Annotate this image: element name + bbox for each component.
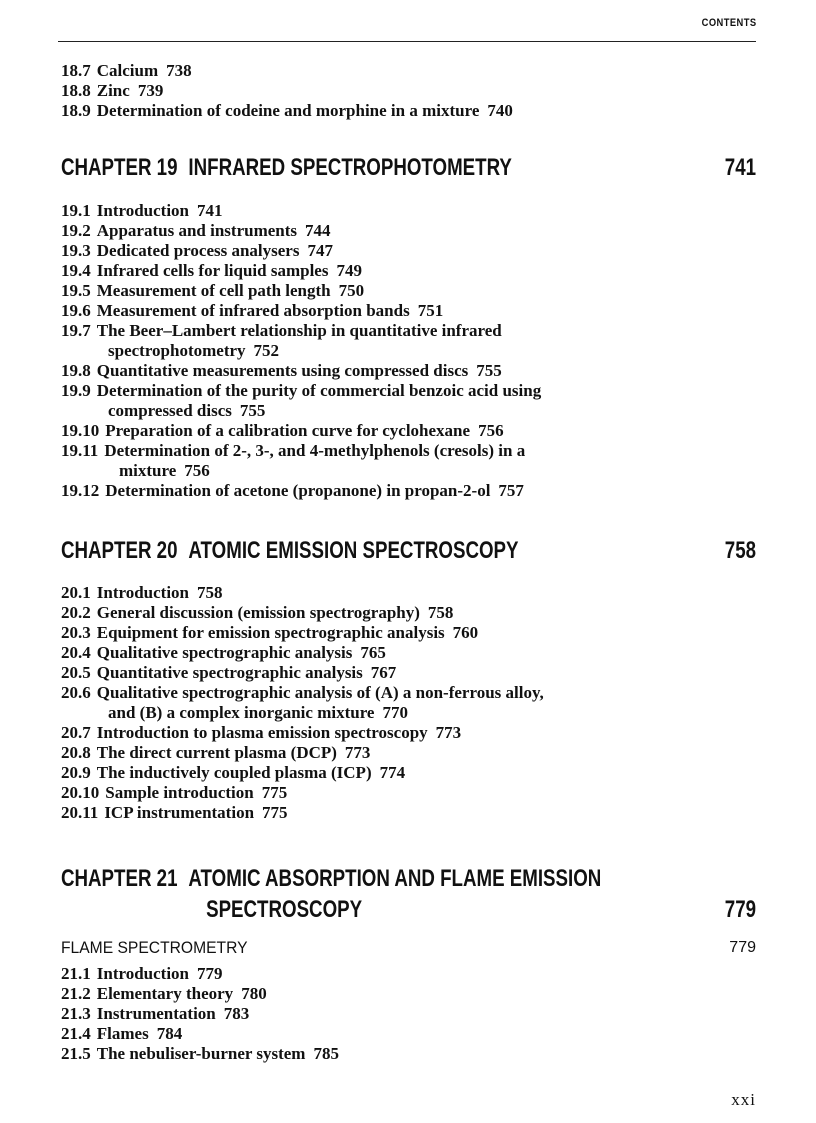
entry-page: 752	[253, 341, 280, 360]
entry-page: 784	[156, 1024, 183, 1043]
entry-page: 751	[417, 301, 444, 320]
toc-entry[interactable]	[61, 201, 756, 221]
entry-title: The Beer–Lambert relationship in quantitative infrared	[96, 321, 502, 340]
entry-page: 755	[476, 361, 502, 380]
toc-entry[interactable]	[61, 623, 756, 643]
entry-number: 21.3	[61, 1004, 91, 1023]
entry-page: 775	[261, 783, 288, 802]
entry-number: 20.2	[61, 603, 91, 622]
entry-number: 19.5	[61, 281, 91, 300]
toc-entry[interactable]	[61, 301, 756, 321]
entry-title: Determination of codeine and morphine in a mixture	[96, 101, 480, 120]
entry-number: 19.11	[61, 441, 99, 460]
chapter-title: ATOMIC EMISSION SPECTROSCOPY	[188, 537, 519, 564]
entry-title: Elementary theory	[96, 984, 234, 1003]
chapter-20-entries	[61, 583, 756, 823]
toc-entry[interactable]	[61, 803, 756, 823]
entry-title: Determination of the purity of commercial benzoic acid using	[96, 381, 542, 400]
entry-title: Calcium	[96, 61, 159, 80]
entry-number: 21.2	[61, 984, 91, 1003]
entry-title: Dedicated process analysers	[96, 241, 300, 260]
entry-title: The direct current plasma (DCP)	[96, 743, 337, 762]
entry-title: ICP instrumentation	[104, 803, 255, 822]
entry-page: 739	[137, 81, 164, 100]
toc-entry[interactable]	[61, 603, 756, 623]
entry-number: 20.6	[61, 683, 91, 702]
entry-page: 765	[360, 643, 386, 662]
entry-number: 19.8	[61, 361, 91, 380]
entry-page: 760	[452, 623, 479, 642]
page-number: xxi	[731, 1090, 756, 1109]
chapter-20-heading[interactable]	[61, 538, 756, 564]
toc-entry[interactable]	[61, 763, 756, 783]
entry-title: Qualitative spectrographic analysis of (A) a non-ferrous alloy,	[96, 683, 544, 702]
chapter-18-entries	[61, 61, 756, 121]
toc-entry[interactable]	[61, 583, 756, 603]
chapter-number: CHAPTER 21	[61, 865, 178, 892]
chapter-21-entries	[61, 964, 756, 1064]
section-title: FLAME SPECTROMETRY	[61, 938, 248, 957]
entry-page: 755	[239, 401, 266, 420]
entry-title: General discussion (emission spectrography)	[96, 603, 420, 622]
entry-title: Zinc	[96, 81, 130, 100]
chapter-21-heading-line2	[61, 897, 756, 923]
entry-number: 19.3	[61, 241, 91, 260]
entry-number: 18.7	[61, 61, 91, 80]
toc-entry[interactable]	[61, 261, 756, 281]
toc-entry[interactable]	[61, 723, 756, 743]
toc-entry[interactable]	[61, 281, 756, 301]
entry-page: 741	[197, 201, 223, 220]
section-page: 779	[729, 939, 756, 956]
toc-entry[interactable]	[61, 101, 756, 121]
running-header: CONTENTS	[701, 17, 756, 29]
toc-entry[interactable]	[61, 241, 756, 261]
chapter-title: ATOMIC ABSORPTION AND FLAME EMISSION	[188, 865, 602, 892]
entry-page: 785	[313, 1044, 339, 1063]
entry-number: 19.7	[61, 321, 91, 340]
entry-number: 21.1	[61, 964, 91, 983]
entry-page: 775	[262, 803, 288, 822]
chapter-page: 741	[724, 154, 756, 181]
toc-entry[interactable]	[61, 481, 756, 501]
entry-title: Determination of 2-, 3-, and 4-methylphenols (cresols) in a	[104, 441, 526, 460]
entry-title: Qualitative spectrographic analysis	[96, 643, 353, 662]
entry-title-continued: compressed discs	[108, 401, 232, 420]
toc-entry[interactable]	[61, 643, 756, 663]
chapter-number: CHAPTER 19	[61, 154, 178, 181]
toc-entry[interactable]	[61, 663, 756, 683]
entry-number: 19.10	[61, 421, 100, 440]
toc-entry[interactable]	[61, 1024, 756, 1044]
entry-title: Sample introduction	[105, 783, 254, 802]
entry-number: 20.11	[61, 803, 99, 822]
toc-entry[interactable]	[61, 361, 756, 381]
entry-title: Infrared cells for liquid samples	[96, 261, 329, 280]
entry-number: 19.2	[61, 221, 91, 240]
entry-page: 744	[305, 221, 331, 240]
entry-title: Flames	[96, 1024, 149, 1043]
toc-entry[interactable]	[61, 1044, 756, 1064]
entry-title: Equipment for emission spectrographic analysis	[96, 623, 445, 642]
entry-number: 19.4	[61, 261, 91, 280]
entry-page: 756	[184, 461, 210, 480]
toc-entry[interactable]	[61, 783, 756, 803]
entry-title: Quantitative spectrographic analysis	[96, 663, 363, 682]
entry-page: 747	[307, 241, 333, 260]
entry-title: The inductively coupled plasma (ICP)	[96, 763, 372, 782]
entry-title: The nebuliser-burner system	[96, 1044, 306, 1063]
entry-page: 750	[338, 281, 365, 300]
chapter-number: CHAPTER 20	[61, 537, 178, 564]
entry-title: Quantitative measurements using compressed discs	[96, 361, 469, 380]
toc-entry[interactable]	[61, 321, 756, 361]
entry-title: Introduction	[96, 583, 190, 602]
entry-title-continued: and (B) a complex inorganic mixture	[108, 703, 375, 722]
entry-page: 774	[379, 763, 406, 782]
entry-number: 19.9	[61, 381, 91, 400]
entry-page: 740	[487, 101, 513, 120]
toc-entry[interactable]	[61, 381, 756, 421]
entry-number: 19.6	[61, 301, 91, 320]
entry-page: 779	[197, 964, 223, 983]
entry-page: 738	[166, 61, 192, 80]
entry-page: 780	[241, 984, 267, 1003]
entry-title: Preparation of a calibration curve for cyclohexane	[105, 421, 471, 440]
entry-title: Determination of acetone (propanone) in propan-2-ol	[105, 481, 491, 500]
entry-title-continued: spectrophotometry	[108, 341, 246, 360]
header-rule	[58, 41, 756, 42]
entry-number: 20.8	[61, 743, 91, 762]
chapter-21-heading[interactable]	[61, 866, 756, 892]
chapter-title-continued: SPECTROSCOPY	[206, 896, 363, 923]
entry-title: Introduction to plasma emission spectroscopy	[96, 723, 428, 742]
entry-number: 18.9	[61, 101, 91, 120]
toc-entry[interactable]	[61, 964, 756, 984]
entry-number: 20.10	[61, 783, 100, 802]
chapter-title: INFRARED SPECTROPHOTOMETRY	[188, 154, 512, 181]
entry-page: 758	[197, 583, 223, 602]
toc-entry[interactable]	[61, 1004, 756, 1024]
entry-number: 18.8	[61, 81, 91, 100]
entry-title: Measurement of infrared absorption bands	[96, 301, 410, 320]
entry-number: 20.7	[61, 723, 91, 742]
entry-title: Introduction	[96, 964, 190, 983]
entry-number: 20.9	[61, 763, 91, 782]
entry-title: Instrumentation	[96, 1004, 216, 1023]
entry-page: 757	[498, 481, 524, 500]
chapter-page: 779	[724, 896, 756, 923]
toc-entry[interactable]	[61, 984, 756, 1004]
entry-number: 21.4	[61, 1024, 91, 1043]
entry-page: 773	[435, 723, 462, 742]
entry-page: 770	[382, 703, 408, 722]
entry-number: 20.3	[61, 623, 91, 642]
entry-page: 773	[344, 743, 371, 762]
entry-number: 19.1	[61, 201, 91, 220]
toc-entry[interactable]	[61, 81, 756, 101]
entry-title-continued: mixture	[119, 461, 177, 480]
toc-entry[interactable]	[61, 441, 756, 481]
entry-page: 758	[427, 603, 454, 622]
chapter-page: 758	[724, 537, 756, 564]
toc-entry[interactable]	[61, 221, 756, 241]
toc-entry[interactable]	[61, 743, 756, 763]
toc-entry[interactable]	[61, 421, 756, 441]
entry-page: 783	[223, 1004, 250, 1023]
entry-number: 20.4	[61, 643, 91, 662]
entry-number: 21.5	[61, 1044, 91, 1063]
entry-page: 756	[478, 421, 504, 440]
entry-title: Introduction	[96, 201, 190, 220]
entry-title: Measurement of cell path length	[96, 281, 331, 300]
toc-entry[interactable]	[61, 61, 756, 81]
entry-number: 19.12	[61, 481, 100, 500]
toc-entry[interactable]	[61, 683, 756, 723]
entry-number: 20.5	[61, 663, 91, 682]
chapter-19-heading[interactable]	[61, 155, 756, 181]
entry-page: 749	[336, 261, 362, 280]
entry-title: Apparatus and instruments	[96, 221, 298, 240]
entry-page: 767	[370, 663, 397, 682]
entry-number: 20.1	[61, 583, 91, 602]
chapter-19-entries	[61, 201, 756, 501]
section-heading[interactable]	[61, 938, 756, 958]
